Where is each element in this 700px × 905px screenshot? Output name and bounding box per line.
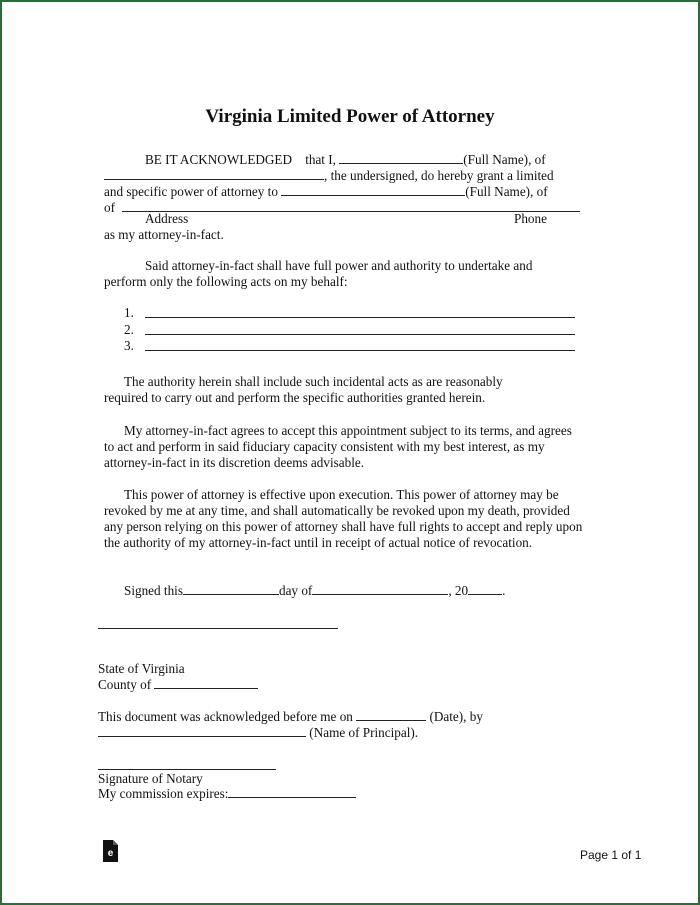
signed-year-field[interactable]: [468, 583, 502, 595]
attorney-name-field[interactable]: [281, 184, 465, 196]
act-line-3[interactable]: [145, 350, 575, 351]
effective-paragraph: This power of attorney is effective upon execution. This power of attorney may be revoked by me at any time, and shall automatically be revoked upon my death, provided any person relying on this power of attorney shall have full rights to accept and reply upon the authority of my attorney-in-fact until in receipt of actual notice of revocation.: [104, 487, 583, 550]
accept-paragraph: My attorney-in-fact agrees to accept this appointment subject to its terms, and agrees to act and perform in said fiduciary capacity consistent with my best interest, as my attorney-in-fact in its discretion deems advisable.: [104, 423, 572, 470]
commission-line: [98, 786, 356, 800]
document-title: Virginia Limited Power of Attorney: [205, 106, 495, 127]
signed-period: .: [502, 583, 506, 598]
full-name-label-2: (Full Name), of: [465, 184, 548, 199]
signed-this-label: Signed this: [124, 583, 183, 598]
county-field[interactable]: [154, 677, 258, 689]
commission-label: My commission expires:: [98, 786, 229, 801]
acts-paragraph: Said attorney-in-fact shall have full power and authority to undertake and perform only the following acts on my behalf:: [104, 258, 533, 289]
state-label: State of Virginia: [98, 661, 185, 676]
undersigned-text: , the undersigned, do hereby grant a limited: [324, 168, 554, 183]
day-of-label: day of: [278, 583, 313, 598]
signed-line: [124, 583, 505, 599]
svg-text:e: e: [107, 848, 114, 859]
principal-signature-line[interactable]: [98, 628, 338, 629]
act-line-2[interactable]: [145, 334, 575, 335]
grantor-address-field[interactable]: [104, 168, 324, 180]
that-i: that I,: [305, 152, 336, 167]
eforms-logo-icon: [102, 840, 118, 862]
be-it-acknowledged: BE IT ACKNOWLEDGED: [145, 152, 292, 167]
act-number-2: 2.: [124, 322, 134, 337]
principal-name-field[interactable]: [98, 725, 306, 737]
principal-label: (Name of Principal).: [309, 725, 419, 740]
notary-signature-line[interactable]: [98, 769, 276, 770]
intro-line-2: [104, 168, 554, 184]
specific-power-text: and specific power of attorney to: [104, 184, 278, 199]
act-number-1: 1.: [124, 305, 134, 320]
intro-line-3: [104, 184, 548, 200]
full-name-label-1: (Full Name), of: [463, 152, 546, 167]
grantor-name-field[interactable]: [339, 152, 463, 164]
attorney-address-field[interactable]: [122, 211, 580, 212]
act-number-3: 3.: [124, 338, 134, 353]
signed-day-field[interactable]: [183, 583, 279, 595]
notary-signature-label: Signature of Notary: [98, 771, 203, 786]
year-prefix: , 20: [448, 583, 469, 598]
page-number: Page 1 of 1: [580, 848, 642, 862]
of-label: of: [104, 200, 115, 215]
ack-date-field[interactable]: [356, 709, 426, 721]
ack-text: This document was acknowledged before me on: [98, 709, 353, 724]
principal-line: [98, 725, 418, 741]
intro-line-1: [145, 152, 546, 168]
signed-month-field[interactable]: [312, 583, 448, 595]
act-line-1[interactable]: [145, 317, 575, 318]
ack-line: [98, 709, 483, 725]
county-label: County of: [98, 677, 152, 692]
address-label: Address: [145, 211, 189, 226]
phone-label: Phone: [514, 211, 547, 226]
as-my-attorney: as my attorney-in-fact.: [104, 227, 224, 242]
commission-field[interactable]: [228, 786, 356, 798]
incidental-paragraph: The authority herein shall include such incidental acts as are reasonably required to carry out and perform the specific authorities granted herein.: [104, 374, 503, 405]
date-label: (Date), by: [429, 709, 483, 724]
county-line: [98, 677, 258, 693]
